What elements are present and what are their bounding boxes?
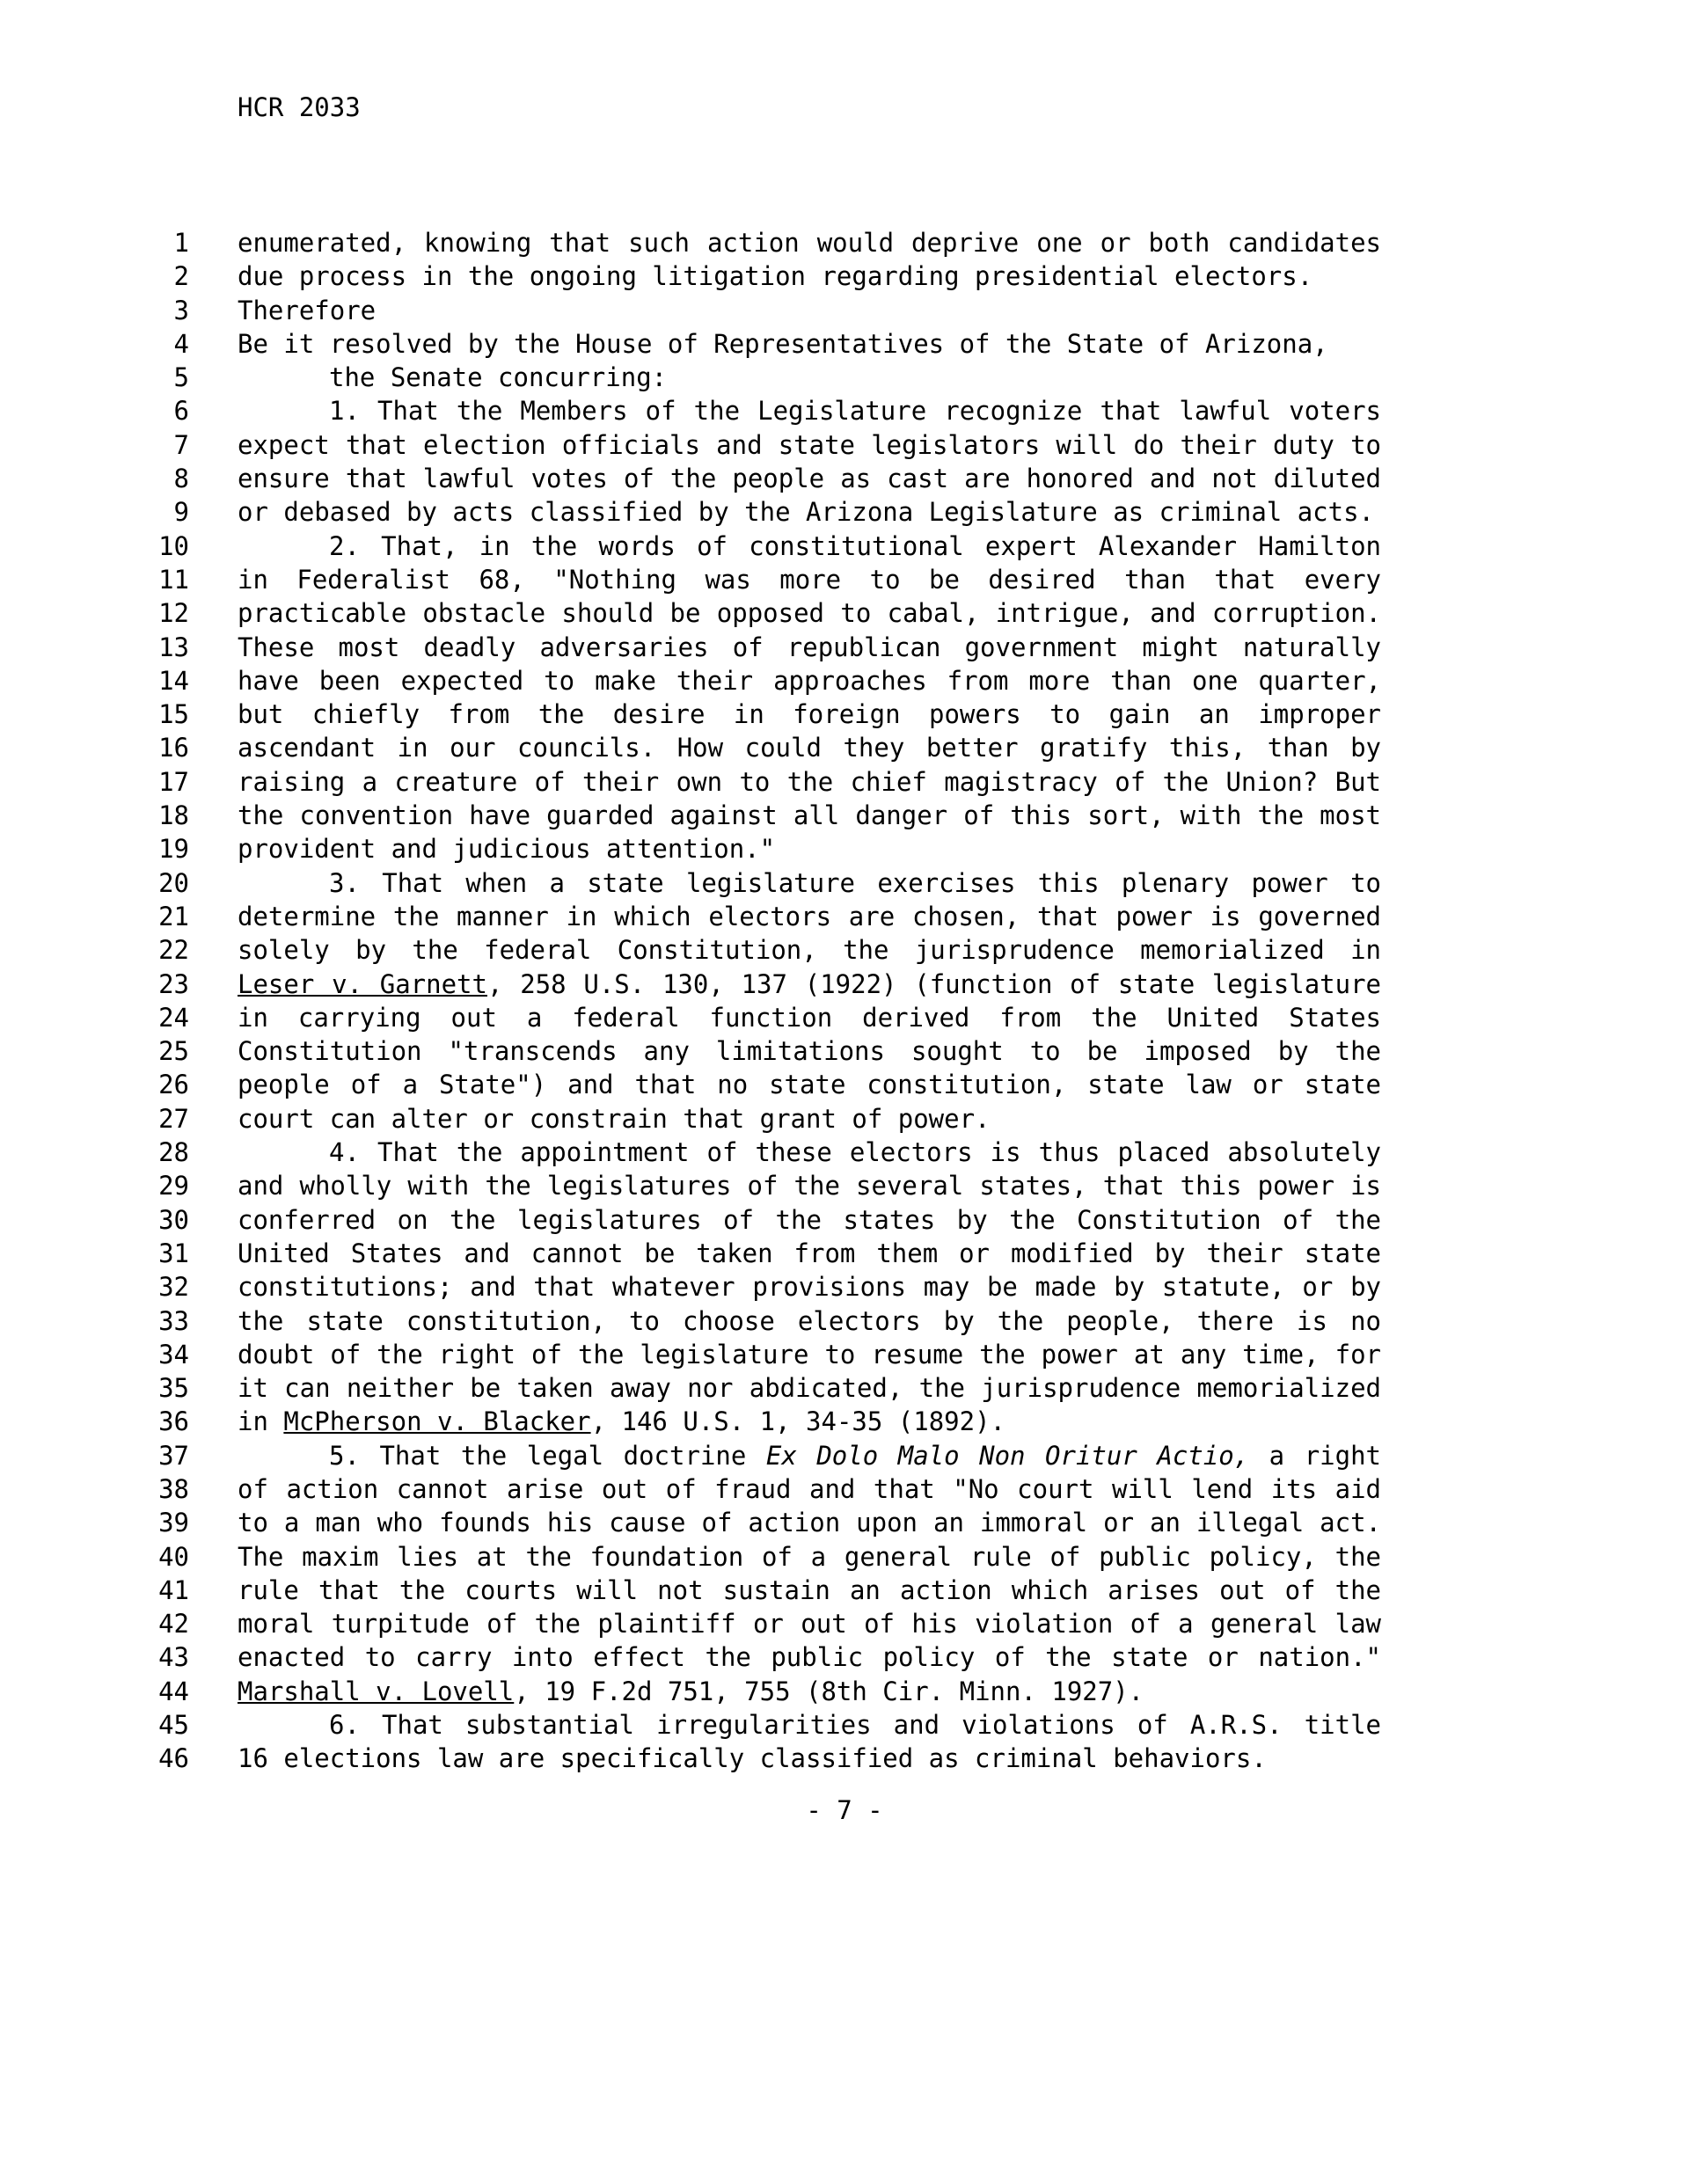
line-number: 8 (173, 464, 189, 494)
document-line (0, 1338, 1689, 1371)
document-line (0, 1237, 1689, 1270)
line-number: 12 (158, 598, 189, 629)
document-line (0, 799, 1689, 832)
line-content: the Senate concurring: (329, 362, 668, 393)
line-number: 32 (158, 1272, 189, 1303)
line-content: the state constitution, to choose electors by the people, there is no (238, 1305, 1381, 1336)
line-number: 1 (173, 228, 189, 258)
line-content: to a man who founds his cause of action upon an immoral or an illegal act. (238, 1508, 1381, 1538)
line-content: but chiefly from the desire in foreign powers to gain an improper (238, 699, 1381, 730)
numbered-lines (0, 226, 1689, 1776)
line-text (238, 1338, 1381, 1371)
document-line (0, 1540, 1689, 1574)
document-line (0, 631, 1689, 664)
line-content: have been expected to make their approaches from more than one quarter, (238, 665, 1381, 696)
line-number: 5 (173, 362, 189, 393)
line-content: a right (1249, 1440, 1381, 1471)
latin-maxim: Ex Dolo Malo Non Oritur Actio, (765, 1440, 1250, 1471)
line-number: 34 (158, 1339, 189, 1370)
line-number: 27 (158, 1103, 189, 1134)
line-number: 31 (158, 1238, 189, 1268)
line-text (238, 1607, 1381, 1640)
line-content: Constitution "transcends any limitations sought to be imposed by the (238, 1036, 1381, 1067)
document-line (0, 1136, 1689, 1169)
line-text (238, 1472, 1381, 1506)
line-text (238, 1439, 1381, 1472)
document-line (0, 596, 1689, 630)
line-content: in Federalist 68, "Nothing was more to be desired than that every (238, 564, 1381, 595)
line-number: 4 (173, 328, 189, 359)
line-text (238, 1102, 1381, 1136)
line-number: 42 (158, 1609, 189, 1640)
line-content: The maxim lies at the foundation of a general rule of public policy, the (238, 1541, 1381, 1572)
line-number: 46 (158, 1743, 189, 1774)
line-number: 26 (158, 1070, 189, 1100)
line-number: 29 (158, 1171, 189, 1202)
line-content: provident and judicious attention." (238, 834, 776, 865)
document-line (0, 900, 1689, 933)
document-line (0, 428, 1689, 462)
line-text (238, 294, 1381, 327)
line-content: solely by the federal Constitution, the jurisprudence memorialized in (238, 935, 1381, 966)
line-number: 9 (173, 497, 189, 528)
document-line (0, 1742, 1689, 1775)
line-number: 41 (158, 1574, 189, 1605)
document-line (0, 1203, 1689, 1237)
line-content: 16 elections law are specifically classified as criminal behaviors. (238, 1743, 1267, 1774)
document-line (0, 1708, 1689, 1742)
line-text (238, 1540, 1381, 1574)
line-number: 44 (158, 1676, 189, 1706)
line-content: , 146 U.S. 1, 34-35 (1892). (590, 1406, 1005, 1437)
line-text (238, 900, 1381, 933)
line-number: 11 (158, 564, 189, 595)
document-line (0, 1574, 1689, 1607)
line-content: 6. That substantial irregularities and violations of A.R.S. title (329, 1710, 1381, 1741)
line-number: 6 (173, 396, 189, 427)
document-line (0, 259, 1689, 293)
line-content: constitutions; and that whatever provisions may be made by statute, or by (238, 1272, 1381, 1303)
line-text (238, 968, 1381, 1001)
line-content: it can neither be taken away nor abdicated, the jurisprudence memorialized (238, 1373, 1381, 1404)
line-text (238, 563, 1381, 596)
line-text (238, 1169, 1381, 1202)
line-number: 15 (158, 699, 189, 730)
line-number: 13 (158, 632, 189, 662)
document-line (0, 226, 1689, 259)
page-number: - 7 - (806, 1795, 883, 1825)
document-line (0, 933, 1689, 967)
line-content: practicable obstacle should be opposed to cabal, intrigue, and corruption. (238, 598, 1381, 629)
line-content: moral turpitude of the plaintiff or out of his violation of a general law (238, 1609, 1381, 1640)
line-text (238, 1034, 1381, 1068)
document-line (0, 1472, 1689, 1506)
line-content: and wholly with the legislatures of the several states, that this power is (238, 1171, 1381, 1202)
document-line (0, 832, 1689, 866)
line-content: court can alter or constrain that grant of power. (238, 1103, 991, 1134)
document-line (0, 1506, 1689, 1539)
document-line (0, 294, 1689, 327)
line-number: 7 (173, 429, 189, 460)
document-id: HCR 2033 (238, 92, 361, 122)
document-line (0, 1675, 1689, 1708)
line-number: 17 (158, 766, 189, 797)
line-number: 28 (158, 1137, 189, 1168)
line-text (238, 866, 1381, 900)
line-text (238, 1708, 1381, 1742)
line-text (238, 530, 1381, 563)
line-content: Be it resolved by the House of Representatives of the State of Arizona, (238, 328, 1328, 359)
line-number: 21 (158, 901, 189, 931)
line-content: 3. That when a state legislature exercises this plenary power to (329, 867, 1381, 898)
line-number: 3 (173, 295, 189, 325)
line-number: 18 (158, 800, 189, 831)
line-text (238, 731, 1381, 764)
document-line (0, 530, 1689, 563)
document-line (0, 563, 1689, 596)
line-number: 35 (158, 1373, 189, 1404)
line-text (238, 428, 1381, 462)
line-content: ascendant in our councils. How could they better gratify this, than by (238, 733, 1381, 763)
document-line (0, 327, 1689, 361)
line-number: 30 (158, 1204, 189, 1235)
document-line (0, 1001, 1689, 1034)
line-text (238, 1270, 1381, 1304)
line-content: Therefore (238, 295, 377, 325)
line-text (238, 933, 1381, 967)
line-text (238, 1001, 1381, 1034)
line-content: , 258 U.S. 130, 137 (1922) (function of state legislature (486, 968, 1381, 999)
line-text (238, 832, 1381, 866)
line-text (238, 1203, 1381, 1237)
line-number: 37 (158, 1440, 189, 1471)
line-content: in carrying out a federal function derived from the United States (238, 1002, 1381, 1033)
document-line (0, 765, 1689, 799)
line-number: 33 (158, 1305, 189, 1336)
line-text (238, 394, 1381, 427)
line-content: These most deadly adversaries of republican government might naturally (238, 632, 1381, 662)
line-content: 4. That the appointment of these electors is thus placed absolutely (329, 1137, 1381, 1168)
line-content: due process in the ongoing litigation regarding presidential electors. (238, 261, 1313, 292)
line-text (238, 1136, 1381, 1169)
document-line (0, 866, 1689, 900)
line-number: 14 (158, 665, 189, 696)
line-text (238, 765, 1381, 799)
document-line (0, 1169, 1689, 1202)
line-text (238, 1506, 1381, 1539)
line-content: enacted to carry into effect the public policy of the state or nation." (238, 1642, 1381, 1673)
line-number: 19 (158, 834, 189, 865)
line-content: rule that the courts will not sustain an action which arises out of the (238, 1574, 1381, 1605)
line-content: expect that election officials and state legislators will do their duty to (238, 429, 1381, 460)
case-citation: McPherson v. Blacker (283, 1406, 591, 1437)
line-text (238, 1640, 1381, 1674)
line-content: people of a State") and that no state constitution, state law or state (238, 1070, 1381, 1100)
document-line (0, 394, 1689, 427)
line-content: 2. That, in the words of constitutional expert Alexander Hamilton (329, 530, 1381, 561)
line-text (238, 226, 1381, 259)
line-content: , 19 F.2d 751, 755 (8th Cir. Minn. 1927). (514, 1676, 1144, 1706)
document-line (0, 1640, 1689, 1674)
line-number: 24 (158, 1002, 189, 1033)
line-content: 5. That the legal doctrine (329, 1440, 766, 1471)
line-text (238, 1068, 1381, 1101)
line-number: 20 (158, 867, 189, 898)
line-text (238, 1237, 1381, 1270)
document-line (0, 1405, 1689, 1438)
line-text (238, 631, 1381, 664)
line-text (238, 1371, 1381, 1405)
document-line (0, 462, 1689, 495)
line-content: United States and cannot be taken from them or modified by their state (238, 1238, 1381, 1268)
line-content: ensure that lawful votes of the people as cast are honored and not diluted (238, 464, 1381, 494)
line-text (238, 664, 1381, 698)
line-text (238, 495, 1381, 529)
line-content: enumerated, knowing that such action would deprive one or both candidates (238, 228, 1381, 258)
case-citation: Leser v. Garnett (238, 968, 487, 999)
document-line (0, 1068, 1689, 1101)
line-text (238, 1405, 1381, 1438)
line-text (238, 259, 1381, 293)
line-content: doubt of the right of the legislature to resume the power at any time, for (238, 1339, 1381, 1370)
line-number: 36 (158, 1406, 189, 1437)
line-content: in (238, 1406, 284, 1437)
line-number: 38 (158, 1473, 189, 1504)
line-text (238, 1742, 1381, 1775)
document-line (0, 1371, 1689, 1405)
line-content: raising a creature of their own to the chief magistracy of the Union? But (238, 766, 1381, 797)
line-content: or debased by acts classified by the Arizona Legislature as criminal acts. (238, 497, 1375, 528)
line-text (238, 1304, 1381, 1338)
line-content: conferred on the legislatures of the states by the Constitution of the (238, 1204, 1381, 1235)
line-content: determine the manner in which electors are chosen, that power is governed (238, 901, 1381, 931)
line-text (238, 327, 1381, 361)
document-line (0, 731, 1689, 764)
line-content: the convention have guarded against all danger of this sort, with the most (238, 800, 1381, 831)
case-citation: Marshall v. Lovell (238, 1676, 515, 1706)
document-line (0, 361, 1689, 394)
document-line (0, 1439, 1689, 1472)
line-content: of action cannot arise out of fraud and that "No court will lend its aid (238, 1473, 1381, 1504)
line-number: 39 (158, 1508, 189, 1538)
document-line (0, 495, 1689, 529)
document-line (0, 698, 1689, 731)
document-line (0, 1607, 1689, 1640)
line-text (238, 361, 1381, 394)
line-number: 22 (158, 935, 189, 966)
document-line (0, 1270, 1689, 1304)
line-number: 43 (158, 1642, 189, 1673)
line-number: 45 (158, 1710, 189, 1741)
line-content: 1. That the Members of the Legislature recognize that lawful voters (329, 396, 1381, 427)
line-text (238, 1675, 1381, 1708)
line-number: 23 (158, 968, 189, 999)
document-line (0, 1304, 1689, 1338)
document-line (0, 1034, 1689, 1068)
line-text (238, 799, 1381, 832)
document-line (0, 1102, 1689, 1136)
line-number: 2 (173, 261, 189, 292)
line-text (238, 596, 1381, 630)
line-number: 40 (158, 1541, 189, 1572)
line-number: 16 (158, 733, 189, 763)
line-number: 25 (158, 1036, 189, 1067)
line-text (238, 1574, 1381, 1607)
document-line (0, 968, 1689, 1001)
line-text (238, 462, 1381, 495)
line-text (238, 698, 1381, 731)
line-number: 10 (158, 530, 189, 561)
document-line (0, 664, 1689, 698)
